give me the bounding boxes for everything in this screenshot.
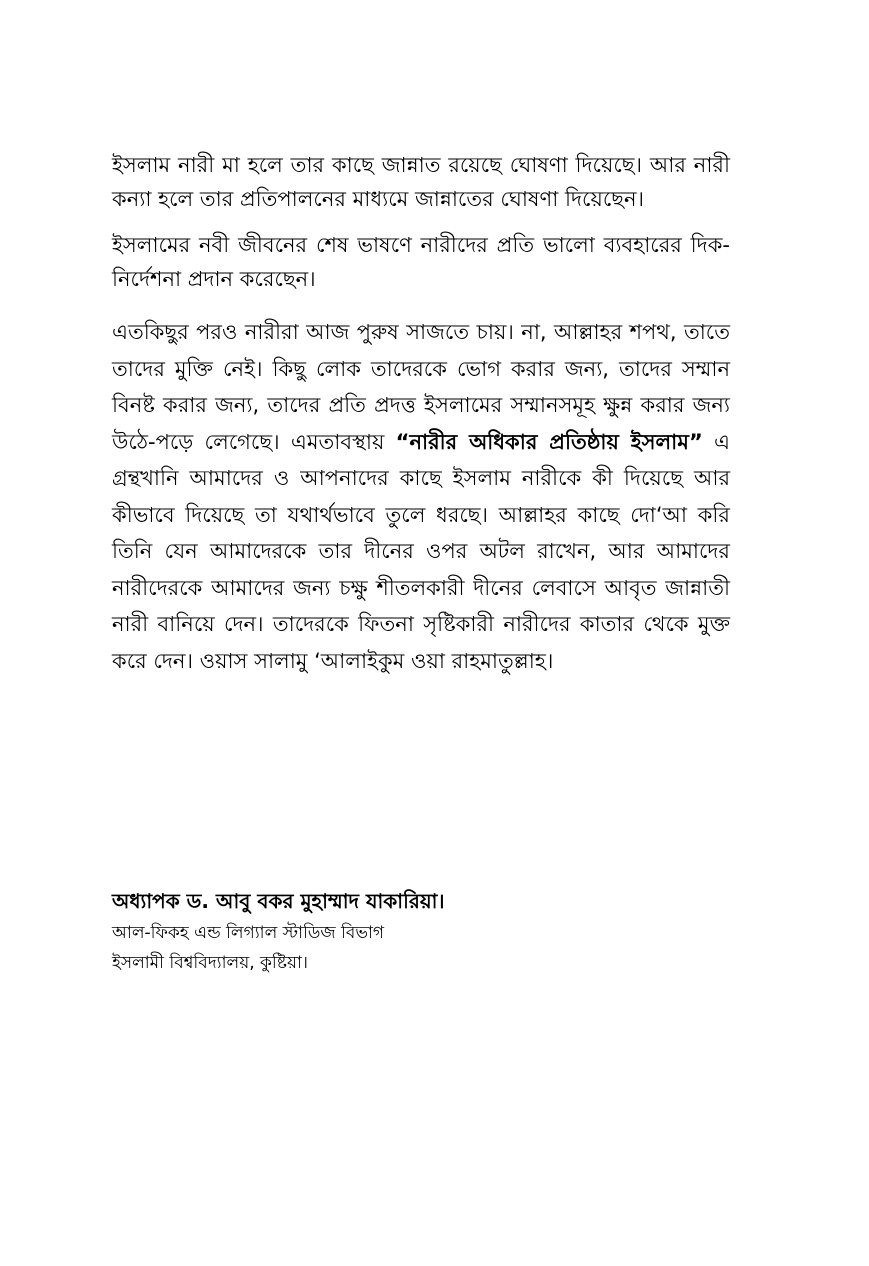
book-title-quote: “নারীর অধিকার প্রতিষ্ঠায় ইসলাম” (395, 429, 703, 454)
paragraph-3-text-after: এ গ্রন্থখানি আমাদের ও আপনাদের কাছে ইসলাম নারীকে কী দিয়েছে আর কীভাবে দিয়েছে তা যথার্থভাবে তুলে ধরছে। আল্লাহর কাছে দো‘আ করি তিনি যেন আমাদেরকে তার দীনের ওপর অটল রাখেন, আর আমাদের নারীদেরকে আমাদের জন্য চক্ষু শীতলকারী দীনের লেবাসে আবৃত জান্নাতী নারী বানিয়ে দেন। তাদেরকে ফিতনা সৃষ্টিকারী নারীদের কাতার থেকে মুক্ত করে দেন। ওয়াস সালামু ‘আলাইকুম ওয়া রাহমাতুল্লাহ। (112, 429, 730, 673)
author-name: অধ্যাপক ড. আবু বকর মুহাম্মাদ যাকারিয়া। (112, 889, 445, 913)
paragraph-3-text-before: এতকিছুর পরও নারীরা আজ পুরুষ সাজতে চায়। না, আল্লাহর শপথ, তাতে তাদের মুক্তি নেই। কিছু লোক তাদেরকে ভোগ করার জন্য, তাদের সম্মান বিনষ্ট করার জন্য, তাদের প্রতি প্রদত্ত ইসলামের সম্মানসমূহ ক্ষুন্ন করার জন্য উঠে-পড়ে লেগেছে। এমতাবস্থায় (112, 320, 730, 454)
author-department: আল-ফিকহ এন্ড লিগ্যাল স্টাডিজ বিভাগ (112, 923, 385, 943)
document-body (112, 148, 730, 691)
author-institution: ইসলামী বিশ্ববিদ্যালয়, কুষ্টিয়া। (112, 953, 308, 973)
signature-block (112, 884, 730, 978)
paragraph-1: ইসলাম নারী মা হলে তার কাছে জান্নাত রয়েছে ঘোষণা দিয়েছে। আর নারী কন্যা হলে তার প্রতিপালনের মাধ্যমে জান্নাতের ঘোষণা দিয়েছেন। (112, 153, 730, 211)
paragraph-3 (112, 314, 730, 679)
paragraph-2: ইসলামের নবী জীবনের শেষ ভাষণে নারীদের প্রতি ভালো ব্যবহারের দিক-নির্দেশনা প্রদান করেছেন। (112, 233, 730, 291)
